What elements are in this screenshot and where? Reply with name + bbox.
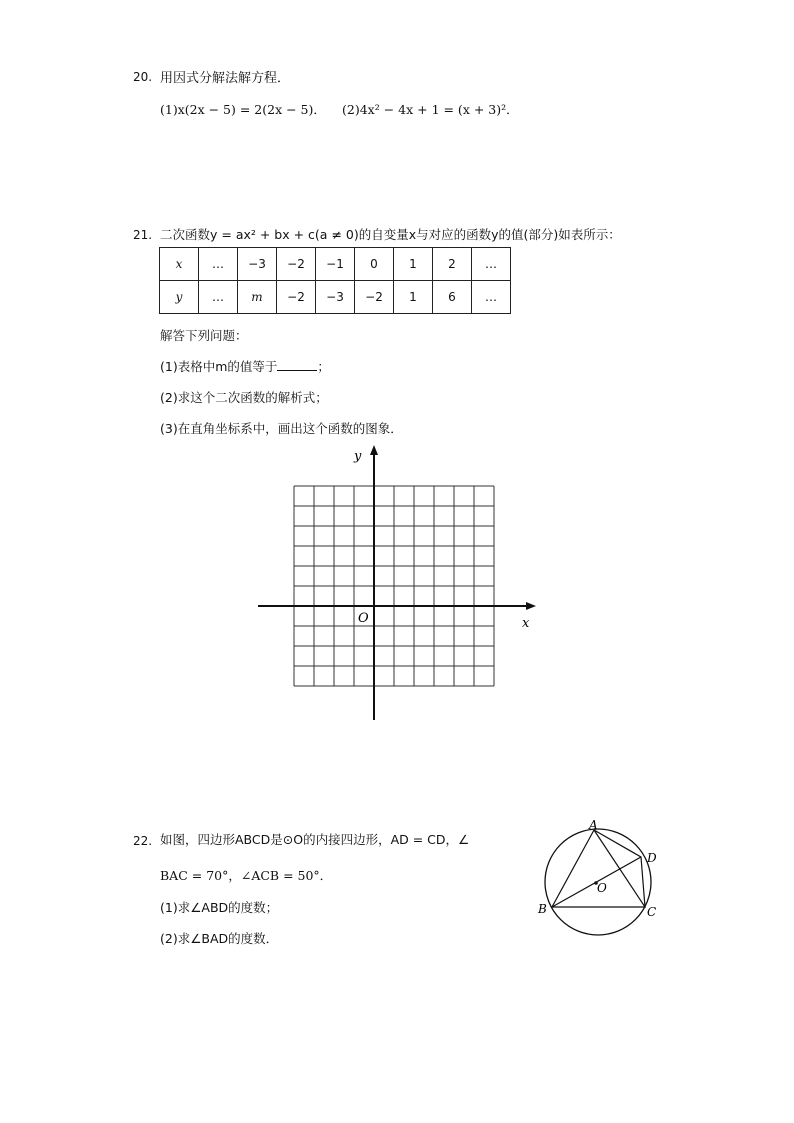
q21-part3: (3)在直角坐标系中，画出这个函数的图象． <box>160 421 403 436</box>
table-cell: 1 <box>394 248 433 281</box>
circle-figure <box>530 812 670 947</box>
q22-line1: 如图，四边形ABCD是⊙O的内接四边形，AD = CD，∠ <box>160 832 470 847</box>
coordinate-grid <box>250 440 550 730</box>
table-row <box>160 248 511 281</box>
q21-part1 <box>160 357 330 375</box>
q22-line2: BAC = 70°，∠ACB = 50°． <box>160 868 333 883</box>
table-cell: 0 <box>355 248 394 281</box>
table-cell: … <box>199 248 238 281</box>
q21-part1-end: ； <box>317 359 330 374</box>
q22-number: 22. <box>133 834 153 848</box>
y-axis-arrow <box>370 445 378 455</box>
table-cell: … <box>472 248 511 281</box>
table-cell: −2 <box>277 248 316 281</box>
table-cell: −1 <box>316 248 355 281</box>
answer-blank <box>277 359 317 371</box>
label-o: O <box>597 881 607 895</box>
table-cell: … <box>199 281 238 314</box>
table-row <box>160 281 511 314</box>
q21-part1-text: (1)表格中m的值等于 <box>160 359 278 374</box>
q20-number: 20. <box>133 70 153 84</box>
origin-label: O <box>358 611 369 626</box>
y-axis-label: y <box>354 449 362 464</box>
triangle-abc <box>552 830 645 907</box>
x-axis-arrow <box>526 602 536 610</box>
q22-part1: (1)求∠ABD的度数； <box>160 900 279 915</box>
q21-number: 21. <box>133 228 153 242</box>
table-cell: 1 <box>394 281 433 314</box>
table-cell: 2 <box>433 248 472 281</box>
table-cell: −2 <box>355 281 394 314</box>
grid-lines <box>294 486 494 686</box>
table-cell: y <box>160 281 199 314</box>
q20-part2: (2)4x² − 4x + 1 = (x + 3)²． <box>342 102 519 117</box>
q20-stem: 用因式分解法解方程． <box>160 71 291 86</box>
q20-part1: (1)x(2x − 5) = 2(2x − 5)． <box>160 102 326 117</box>
table-cell: m <box>238 281 277 314</box>
label-b: B <box>538 902 547 916</box>
value-table <box>159 247 511 314</box>
q22-part2: (2)求∠BAD的度数． <box>160 931 279 946</box>
table-cell: … <box>472 281 511 314</box>
label-a: A <box>589 818 598 832</box>
table-cell: −2 <box>277 281 316 314</box>
table-cell: 6 <box>433 281 472 314</box>
table-cell: −3 <box>238 248 277 281</box>
table-cell: x <box>160 248 199 281</box>
label-c: C <box>647 905 657 919</box>
label-d: D <box>647 851 657 865</box>
q21-intro: 解答下列问题： <box>160 328 248 343</box>
q21-part2: (2)求这个二次函数的解析式； <box>160 390 328 405</box>
table-cell: −3 <box>316 281 355 314</box>
q21-stem: 二次函数y = ax² + bx + c(a ≠ 0)的自变量x与对应的函数y的值(部分)如表所示： <box>160 227 621 242</box>
x-axis-label: x <box>522 616 530 631</box>
